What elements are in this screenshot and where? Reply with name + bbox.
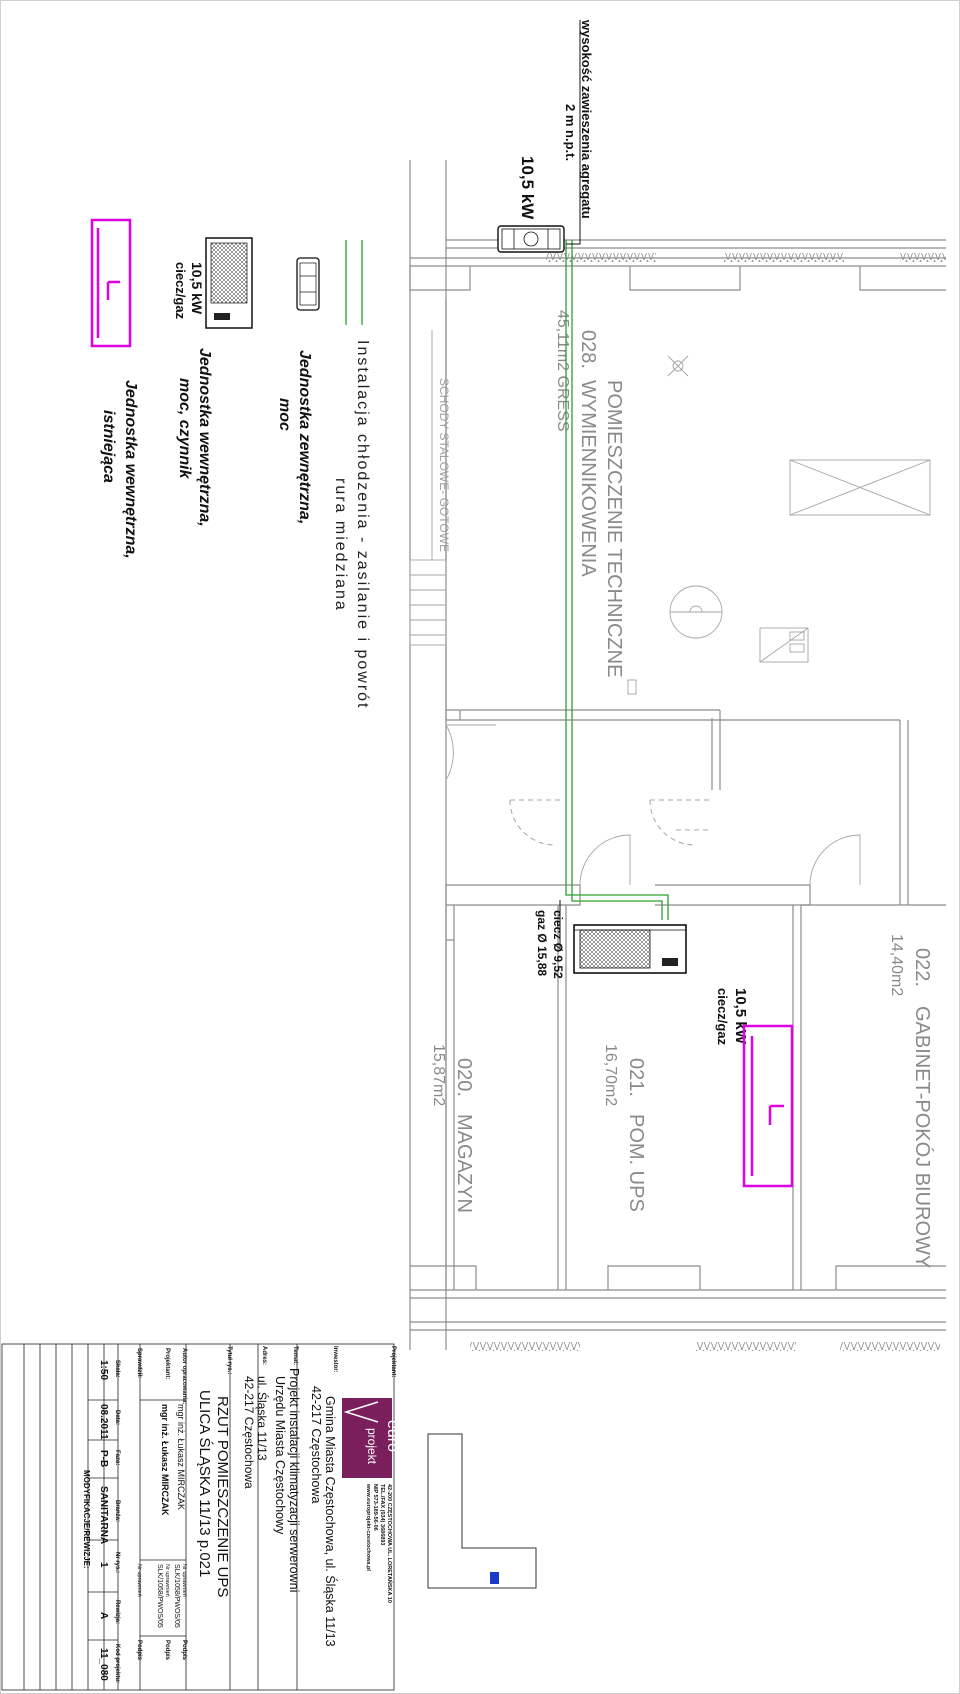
checker-sign: Podpis xyxy=(136,1640,142,1661)
revision-label: Rewizja: xyxy=(114,1600,120,1625)
legend-indoor-power: 10,5 kW xyxy=(189,262,205,315)
hang-height-label xyxy=(579,19,594,219)
room-028-name2: WYMIENNIKOWENIA xyxy=(577,380,599,577)
room-028-number: 028. xyxy=(577,330,599,369)
room-label-020 xyxy=(453,1058,475,1213)
author-perm-label: Nr uprawnień xyxy=(181,1564,187,1597)
ups-unit-power: 10,5 kW xyxy=(732,988,749,1044)
checker-label: Sprawdził: xyxy=(136,1348,142,1379)
room-label-028-name xyxy=(603,380,625,677)
company-line4: www.europrojekt-czestochowa.pl xyxy=(365,1484,371,1571)
projektant-header-label: Projektant: xyxy=(390,1346,396,1378)
subject-line1: Projekt instalacji klimatyzacji serwerowni xyxy=(287,1368,301,1593)
legend-existing-line2: istniejąca xyxy=(100,410,117,483)
investor-line2: 42-217 Częstochowa xyxy=(309,1386,323,1504)
project-code-label: Kod projektu: xyxy=(114,1644,120,1683)
author-name: mgr inż. Łukasz MIRCZAK xyxy=(176,1404,186,1511)
room-021-area: 16,70m2 xyxy=(602,1044,619,1107)
company-address xyxy=(365,1483,394,1603)
key-plan xyxy=(428,1434,536,1588)
room-label-020-area xyxy=(430,1044,447,1106)
ups-unit-power-label xyxy=(732,988,749,1045)
designer-perm-label: Nr uprawnień xyxy=(164,1564,170,1597)
designer-label: Projektant: xyxy=(164,1348,170,1380)
legend-indoor-text xyxy=(196,348,213,527)
legend-pipe-line2: rura miedziana xyxy=(332,478,349,612)
pipe-liquid: ciecz Ø 9,52 xyxy=(551,910,565,979)
legend-outdoor-line2: moc xyxy=(276,398,293,431)
legend-pipe-line1: Instalacja chłodzenia - zasilanie i powrót xyxy=(354,340,371,710)
legend-existing-text-2 xyxy=(100,410,117,483)
technical-room-equipment xyxy=(628,356,930,694)
date-label: Data: xyxy=(114,1410,120,1426)
hang-height-label-2 xyxy=(563,104,578,161)
logo-word2: projekt xyxy=(365,1428,379,1465)
legend-outdoor-line1: Jednostka zewnętrzna, xyxy=(296,350,313,525)
outdoor-power: 10,5 kW xyxy=(518,156,537,220)
room-022-area: 14,40m2 xyxy=(888,934,905,997)
author-label: Autor opracowania: xyxy=(181,1348,187,1405)
sheet-no-label: Nr rys.: xyxy=(114,1552,120,1574)
date-value: 08.2011 xyxy=(98,1404,109,1440)
legend-indoor-media: ciecz/gaz xyxy=(173,262,188,320)
drawing-title-line1: RZUT POMIESZCZENIE UPS xyxy=(214,1396,231,1598)
subject-line2: Urzędu Miasta Częstochowy xyxy=(273,1376,287,1535)
room-label-022-area xyxy=(888,934,905,996)
drawing-title-label: Tytuł rys.: xyxy=(226,1346,232,1375)
stairs-label xyxy=(437,378,451,552)
room-label-028-name2 xyxy=(577,380,599,577)
scale-label: Skala: xyxy=(114,1360,120,1378)
legend-existing-line1: Jednostka wewnętrzna, xyxy=(122,380,139,559)
company-line1: 42-200 CZĘSTOCHOWA UL. LORETAŃSKA 10 xyxy=(386,1484,392,1603)
subject-label: Temat: xyxy=(292,1346,298,1366)
room-028-area: 45,11m2 GRESS xyxy=(554,310,571,432)
legend-indoor-power-label xyxy=(189,262,205,315)
company-line3: NIP 573-189-56-06 xyxy=(372,1484,378,1531)
room-028-name: POMIESZCZENIE TECHNICZNE xyxy=(603,380,625,678)
designer-sign: Podpis xyxy=(164,1640,170,1661)
room-label-021 xyxy=(625,1058,647,1212)
room-022-name: GABINET-POKÓJ BIUROWY xyxy=(911,1006,933,1269)
room-label-022 xyxy=(911,948,934,1268)
drawing-title-line2: ULICA ŚLĄSKA 11/13 p.021 xyxy=(196,1390,213,1578)
checker-perm-label: Nr uprawnień xyxy=(136,1564,142,1597)
designer-perm: SLK/1058/PWOS/05 xyxy=(156,1564,163,1628)
author-sign: Podpis xyxy=(181,1640,187,1661)
address-line1: ul. Śląska 11/13 xyxy=(255,1376,269,1461)
outdoor-power-label xyxy=(518,156,537,220)
room-021-number: 021. xyxy=(625,1058,647,1097)
room-label-028 xyxy=(577,330,599,369)
hang-height-line2: 2 m n.p.t. xyxy=(563,104,578,162)
ups-unit-media: ciecz/gaz xyxy=(715,988,730,1046)
logo-text-2 xyxy=(365,1428,379,1465)
pipe-size-label xyxy=(551,910,565,979)
legend-existing-text xyxy=(122,380,139,559)
room-020-area: 15,87m2 xyxy=(430,1044,447,1107)
legend-pipe-text xyxy=(354,340,371,709)
scale-value: 1:50 xyxy=(98,1360,109,1381)
trade-label: Branża: xyxy=(114,1500,120,1523)
company-line2: TEL./FAX (034) 3686893 xyxy=(379,1484,385,1546)
key-plan-location-marker xyxy=(490,1572,499,1584)
revision-value: A xyxy=(98,1612,109,1620)
hang-height-line1: wysokość zawieszenia agregatu xyxy=(579,20,594,219)
room-label-021-area xyxy=(602,1044,619,1106)
legend-outdoor-text xyxy=(296,350,313,524)
modifications-label: MODYFIKACJE/REWIZJE: xyxy=(82,1470,91,1569)
pipe-size-label-2 xyxy=(535,910,549,976)
legend-pipe-text-2 xyxy=(332,478,349,612)
address-label: Adres: xyxy=(261,1346,267,1366)
address-line2: 42-217 Częstochowa xyxy=(242,1376,256,1489)
ups-indoor-unit xyxy=(574,925,686,973)
phase-value: P-B xyxy=(98,1450,109,1468)
outdoor-unit xyxy=(498,226,564,252)
legend-indoor-line1: Jednostka wewnętrzna, xyxy=(196,348,213,527)
legend-outdoor-text-2 xyxy=(276,398,293,431)
designer-name: mgr inż. Łukasz MIRCZAK xyxy=(160,1404,170,1516)
room-020-number: 020. xyxy=(453,1058,475,1097)
project-code-value: 11_080 xyxy=(98,1648,109,1681)
investor-line1: Gmina Miasta Częstochowa, ul. Śląska 11/13 xyxy=(323,1396,337,1647)
legend-indoor-text-2 xyxy=(176,378,193,480)
room-020-name: MAGAZYN xyxy=(453,1114,475,1213)
phase-label: Faza: xyxy=(114,1450,120,1466)
room-label-028-area xyxy=(554,310,571,432)
logo-word1: euro xyxy=(384,1420,401,1453)
legend-indoor-line2: moc, czynnik xyxy=(176,378,193,479)
author-perm: SLK/1058/PWOS/05 xyxy=(173,1564,180,1628)
logo-text xyxy=(384,1420,401,1452)
ups-unit-media-label xyxy=(715,988,730,1046)
trade-value: SANITARNA xyxy=(98,1486,109,1545)
stairs-text: SCHODY STALOWE- GOTOWE xyxy=(437,378,451,553)
room-022-number: 022. xyxy=(911,948,933,987)
investor-label: Inwestor: xyxy=(332,1346,338,1373)
building-walls xyxy=(410,160,946,1351)
existing-indoor-unit-022 xyxy=(744,1026,792,1186)
room-021-name: POM. UPS xyxy=(625,1114,647,1212)
sheet-no-value: 1 xyxy=(98,1562,109,1568)
legend xyxy=(92,220,371,709)
legend-indoor-media-label xyxy=(173,262,188,320)
pipe-gas: gaz Ø 15,88 xyxy=(535,910,549,977)
title-block xyxy=(2,1344,401,1690)
